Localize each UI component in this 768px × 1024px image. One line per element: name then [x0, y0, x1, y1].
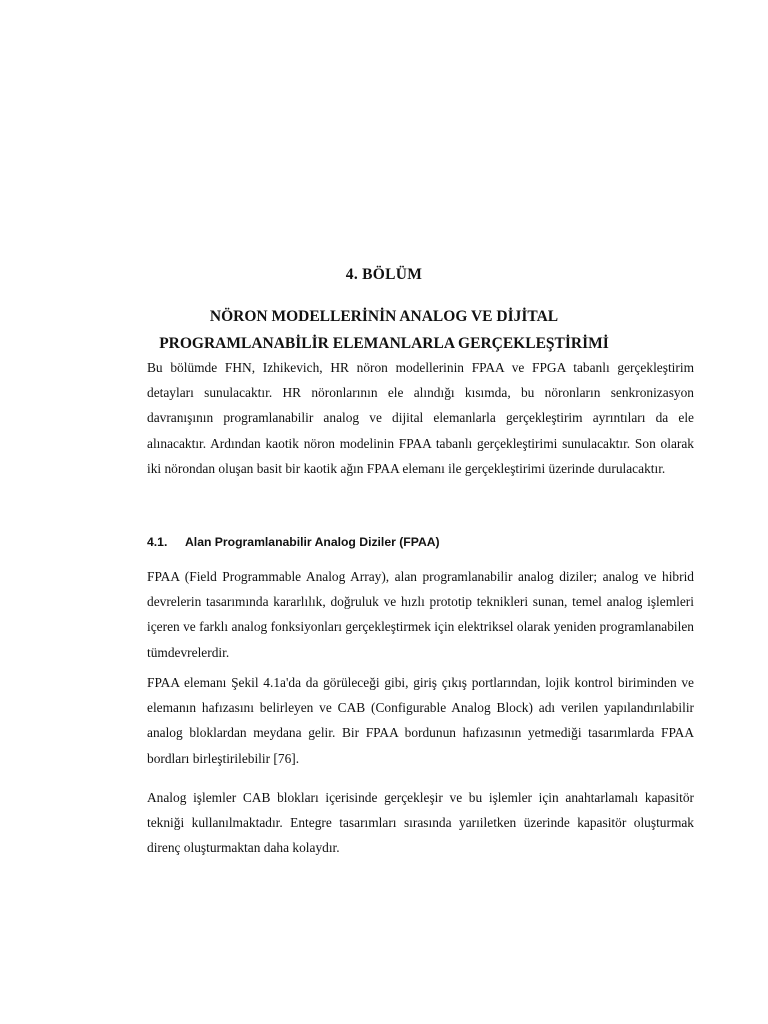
- section-title: Alan Programlanabilir Analog Diziler (FPAA): [185, 535, 440, 549]
- chapter-number: 4. BÖLÜM: [345, 266, 423, 283]
- intro-paragraph: Bu bölümde FHN, Izhikevich, HR nöron modellerinin FPAA ve FPGA tabanlı gerçekleştirim detayları sunulacaktır. HR nöronlarının ele alındığı kısımda, bu nöronların senkronizasyon davranışının programlanabilir analog ve dijital elemanlarla gerçekleştirim ayrıntıları da ele alınacaktır. Ardından kaotik nöron modelinin FPAA tabanlı gerçekleştirimi sunulacaktır. Son olarak iki nörondan oluşan basit bir kaotik ağın FPAA elemanı ile gerçekleştirimi üzerinde durulacaktır.: [147, 360, 694, 476]
- paragraph-cab-blocks: Analog işlemler CAB blokları içerisinde gerçekleşir ve bu işlemler için anahtarlamalı kapasitör tekniği kullanılmaktadır. Entegre tasarımları sırasında yarıiletken üzerinde kapasitör oluşturmak direnç oluşturmaktan daha kolaydır.: [147, 790, 694, 856]
- chapter-title-line-1: NÖRON MODELLERİNİN ANALOG VE DİJİTAL: [209, 308, 559, 325]
- chapter-title: [120, 303, 648, 357]
- section-heading: [147, 535, 694, 549]
- chapter-title-line-2: PROGRAMLANABİLİR ELEMANLARLA GERÇEKLEŞTİRİMİ: [159, 335, 609, 352]
- section-number: 4.1.: [147, 535, 168, 549]
- paragraph-fpaa-structure: FPAA elemanı Şekil 4.1a'da da görüleceği gibi, giriş çıkış portlarından, lojik kontrol biriminden ve elemanın hafızasını belirleyen ve CAB (Configurable Analog Block) adı verilen yapılandırılabilir analog bloklardan meydana gelir. Bir FPAA bordunun hafızasının yetmediği tasarımlarda FPAA bordları birleştirilebilir [76].: [147, 675, 694, 766]
- paragraph-fpaa-definition: FPAA (Field Programmable Analog Array), alan programlanabilir analog diziler; analog ve hibrid devrelerin tasarımında kararlılık, doğruluk ve hızlı prototip teknikleri sunan, temel analog işlemleri içeren ve farklı analog fonksiyonları gerçekleştirmek için elektriksel olarak yeniden programlanabilen tümdevrelerdir.: [147, 569, 694, 660]
